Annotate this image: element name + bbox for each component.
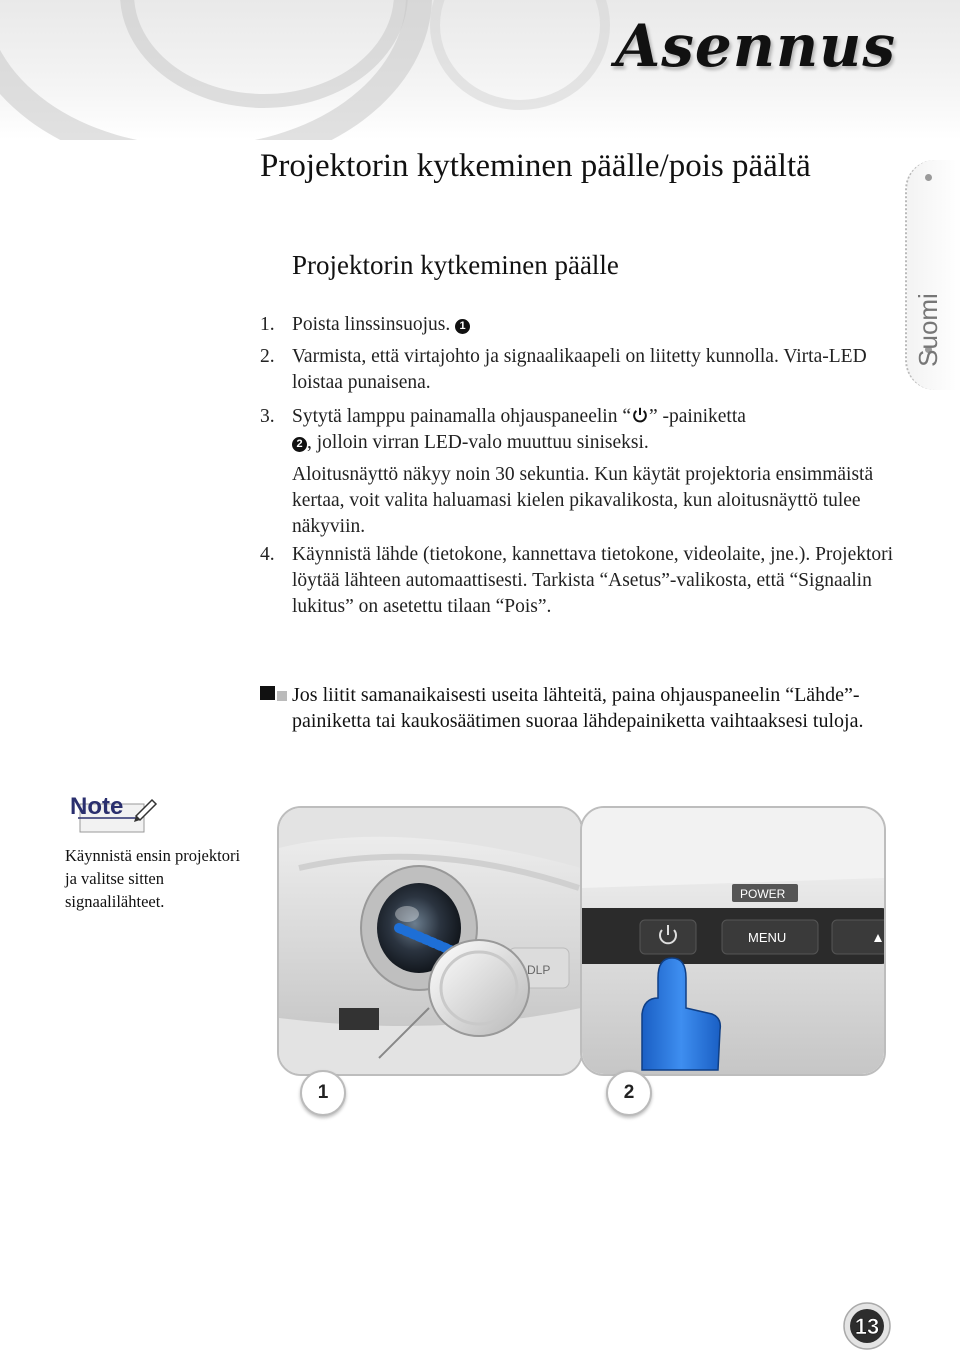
step-item [260, 542, 900, 620]
note-logo-icon [70, 790, 158, 834]
step-item [260, 312, 900, 338]
page-number-badge [835, 1300, 895, 1352]
step-number: 4. [260, 544, 275, 565]
figure-number-label: 1 [300, 1070, 346, 1116]
note-text: Käynnistä ensin projektori ja valitse sitten signaalilähteet. [65, 846, 241, 911]
figure-ref-badge: 1 [455, 319, 470, 334]
step-text: Varmista, että virtajohto ja signaalikaapeli on liitetty kunnolla. Virta-LED loistaa punaisena. [292, 346, 867, 393]
step-text: Aloitusnäyttö näkyy noin 30 sekuntia. Kun käytät projektoria ensimmäistä kertaa, voit valita haluamasi kielen pikavalikosta, kun aloitusnäyttö tulee näkyviin. [292, 464, 874, 537]
dlp-label: DLP [527, 963, 551, 977]
projector-lens-illustration [279, 808, 581, 1074]
language-tab [905, 160, 960, 390]
page-title: Projektorin kytkeminen päälle/pois päältä [260, 148, 811, 184]
step-text: Sytytä lamppu painamalla ohjauspaneelin “ [292, 406, 631, 427]
step-text: Poista linssinsuojus. [292, 314, 451, 335]
step-number: 2. [260, 346, 275, 367]
tab-dot [925, 174, 932, 181]
step-number: 3. [260, 406, 275, 427]
step-number: 1. [260, 314, 275, 335]
tip-marker-icon [260, 684, 290, 704]
step-text: ” -painiketta [648, 406, 746, 427]
step-text: , jolloin virran LED-valo muuttuu siniseksi. [307, 432, 649, 453]
figure-number-1 [300, 1070, 346, 1116]
steps-list [260, 312, 900, 622]
figure-lens-cap [277, 806, 583, 1076]
figure-number-label: 2 [606, 1070, 652, 1116]
power-icon [631, 406, 649, 424]
section-subtitle: Projektorin kytkeminen päälle [292, 250, 619, 280]
page-number [835, 1300, 895, 1352]
chapter-title: Asennus [615, 12, 896, 80]
step-text: Käynnistä lähde (tietokone, kannettava tietokone, videolaite, jne.). Projektori löytää lähteen automaattisesti. Tarkista “Asetus”-valikosta, että “Signaalin lukitus” on asetettu tilaan “Pois”. [292, 544, 894, 617]
page-number-text: 13 [854, 1314, 880, 1339]
lens-decoration [430, 0, 610, 110]
step-item [260, 344, 900, 396]
tip-block [260, 682, 910, 734]
menu-label: MENU [748, 930, 787, 945]
header-banner [0, 0, 960, 140]
tip-text: Jos liitit samanaikaisesti useita lähteitä, paina ohjauspaneelin “Lähde”-painiketta tai kaukosäätimen suoraa lähdepainiketta vaihtaaksesi tuloja. [292, 684, 864, 732]
power-label: POWER [740, 887, 786, 901]
step-item [260, 404, 900, 540]
note-label: Note [70, 793, 124, 820]
figure-power-button [580, 806, 886, 1076]
control-panel-illustration [582, 808, 884, 1074]
language-label: Suomi [913, 293, 943, 367]
figure-ref-badge: 2 [292, 437, 307, 452]
figure-number-2 [606, 1070, 652, 1116]
